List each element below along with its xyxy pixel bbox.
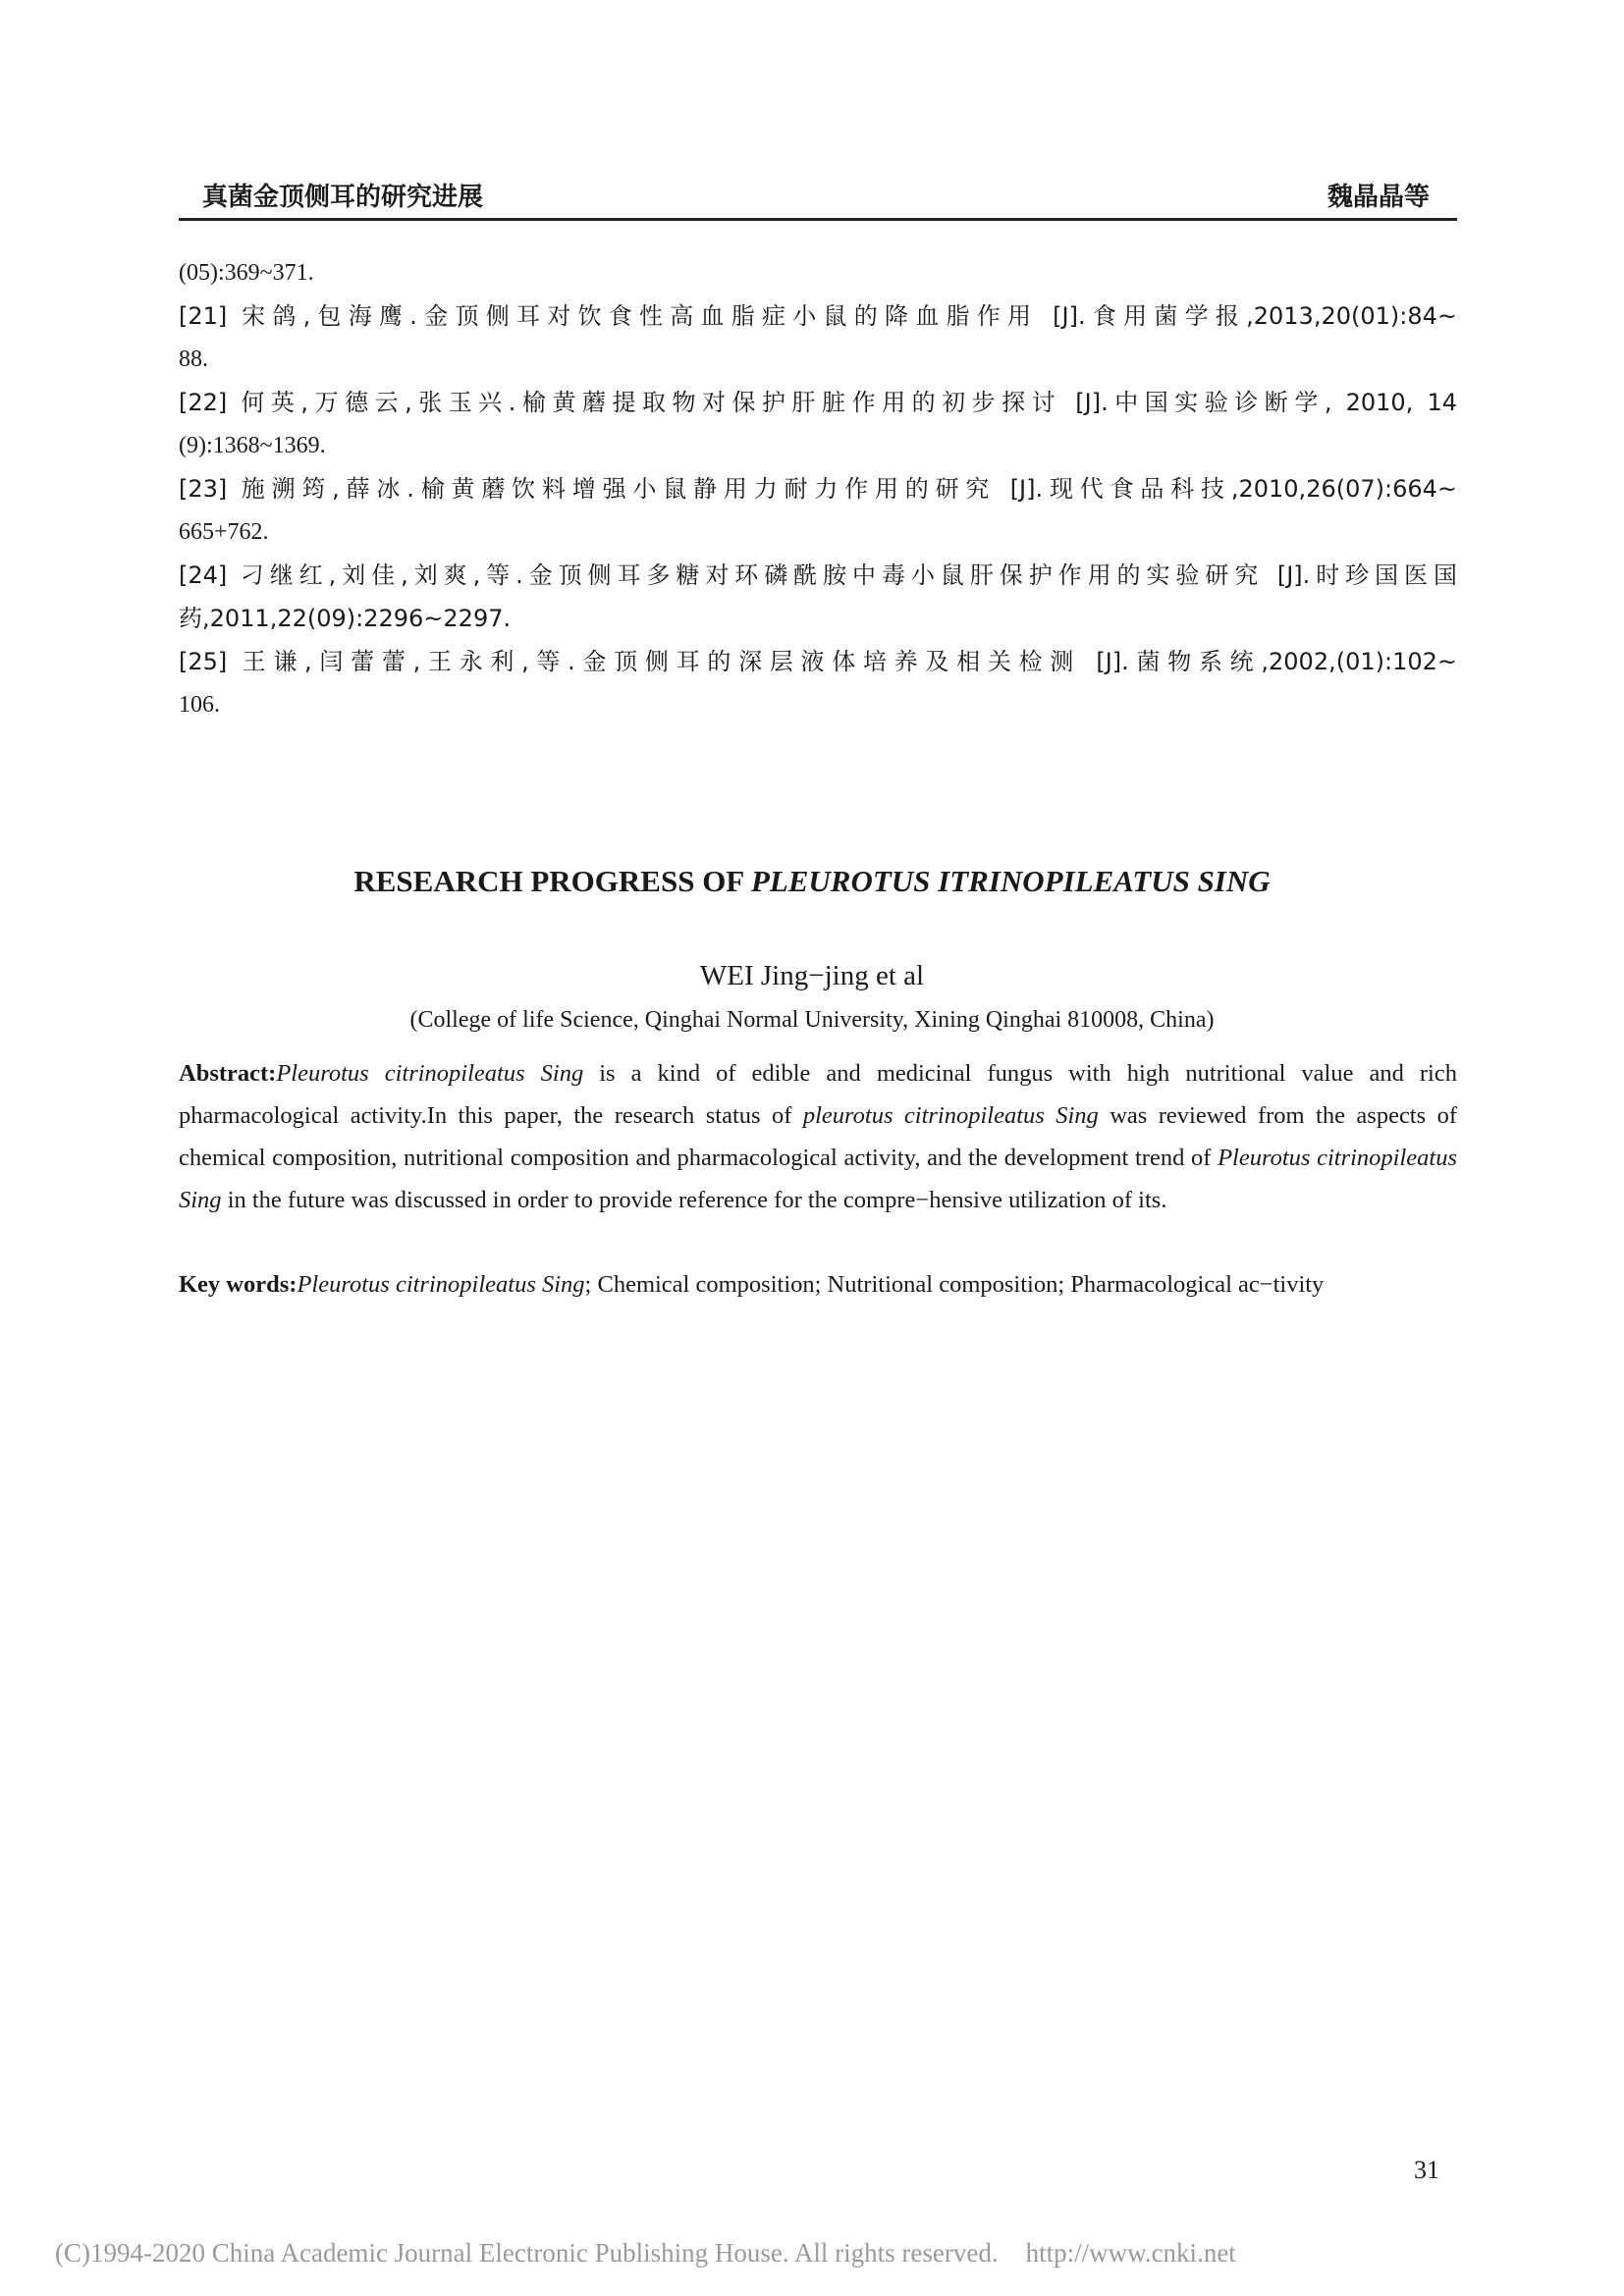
keywords-text: ; Chemical composition; Nutritional composition; Pharmacological ac−tivity [584, 1271, 1325, 1298]
abstract-species-2: pleurotus citrinopileatus Sing [802, 1102, 1099, 1129]
reference-continuation: (05):369~371. [179, 260, 314, 286]
abstract-text-1: is a kind of edible and medicinal fungus with high nutritional value and rich pharmacological activity.In this paper, the research status of [179, 1060, 1457, 1129]
english-author: WEI Jing−jing et al [699, 960, 925, 991]
copyright-footer [55, 2238, 1587, 2269]
reference-25: [25] 王谦,闫蕾蕾,王永利,等.金顶侧耳的深层液体培养及相关检测 [J].菌物系统,2002,(01):102~ [179, 648, 1457, 675]
reference-24: [24] 刁继红,刘佳,刘爽,等.金顶侧耳多糖对环磷酰胺中毒小鼠肝保护作用的实验研究 [J].时珍国医国 [179, 561, 1457, 589]
abstract-label: Abstract: [179, 1060, 277, 1087]
abstract-species-3: Pleurotus citrinopileatus Sing [179, 1145, 1457, 1213]
reference-21: [21] 宋鸽,包海鹰.金顶侧耳对饮食性高血脂症小鼠的降血脂作用 [J].食用菌学报,2013,20(01):84~ [179, 302, 1457, 330]
reference-24-cont: 药,2011,22(09):2296~2297. [179, 605, 512, 632]
keywords-label: Key words: [179, 1271, 298, 1298]
english-title-species: PLEUROTUS ITRINOPILEATUS SING [750, 864, 1271, 898]
english-title [0, 864, 1624, 899]
english-affiliation: (College of life Science, Qinghai Normal University, Xining Qinghai 810008, China) [409, 1007, 1215, 1033]
english-abstract [179, 1052, 1457, 1221]
header-authors: 魏晶晶等 [1326, 183, 1430, 212]
reference-23-cont: 665+762. [179, 519, 269, 545]
english-title-prefix: RESEARCH PROGRESS OF [353, 864, 751, 898]
reference-list [179, 251, 1457, 726]
reference-21-cont: 88. [179, 347, 208, 372]
reference-25-cont: 106. [179, 692, 220, 718]
copyright-text: (C)1994-2020 China Academic Journal Electronic Publishing House. All rights reserved. [55, 2238, 999, 2268]
abstract-species-1: Pleurotus citrinopileatus Sing [276, 1060, 584, 1087]
reference-22: [22] 何英,万德云,张玉兴.榆黄蘑提取物对保护肝脏作用的初步探讨 [J].中国实验诊断学, 2010, 14 [179, 389, 1457, 416]
running-header [179, 175, 1457, 221]
abstract-text-3: in the future was discussed in order to provide reference for the compre−hensive utilization of its. [221, 1187, 1167, 1213]
reference-23: [23] 施溯筠,薛冰.榆黄蘑饮料增强小鼠静用力耐力作用的研究 [J].现代食品科技,2010,26(07):664~ [179, 475, 1457, 503]
page-number: 31 [1414, 2156, 1439, 2184]
cnki-link[interactable]: http://www.cnki.net [1025, 2238, 1236, 2268]
abstract-text-2: was reviewed from the aspects of chemical composition, nutritional composition and pharmacological activity, and the development trend of [179, 1102, 1457, 1171]
header-title: 真菌金顶侧耳的研究进展 [202, 183, 484, 212]
keywords-species: Pleurotus citrinopileatus Sing [297, 1271, 585, 1298]
english-keywords [179, 1263, 1457, 1306]
reference-22-cont: (9):1368~1369. [179, 433, 326, 458]
